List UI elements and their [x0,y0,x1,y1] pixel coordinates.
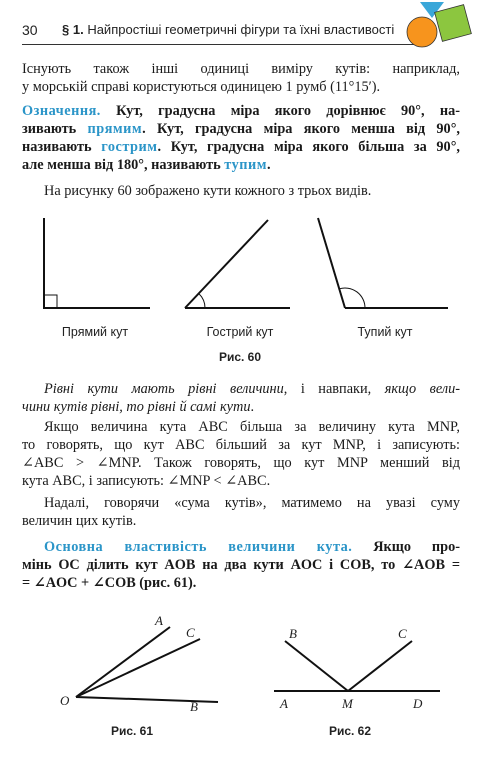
point-label: C [186,625,195,640]
acute-angle-drawing [185,220,290,308]
text-line: Надалі, говорячи «сума кутів», матимемо на увазі суму [44,495,460,511]
term-obtuse: тупим [224,157,267,173]
text-fragment: називають [22,139,92,155]
figure-62-caption: Рис. 62 [328,724,372,738]
text-line: Кут, градусна міра якого дорівнює 90°, на- [116,103,460,119]
paragraph-units [22,60,460,96]
term-right: прямим [87,121,143,137]
point-label: B [289,626,297,641]
point-label: A [155,613,163,628]
text-fragment: якщо вели- [384,381,460,397]
point-label: D [413,696,423,711]
header-decoration-icon [398,0,480,54]
text-line: мінь OC ділить кут AOB на два кути AOC і COB, то ∠AOB = [22,557,460,573]
text-fragment: зивають [22,121,77,137]
text-fragment: . [266,157,271,173]
acute-angle-label: Гострий кут [206,325,274,339]
right-angle-label: Прямий кут [61,325,129,339]
text-line: На рисунку 60 зображено кути кожного з трьох видів. [44,183,372,199]
term-acute: гострим [101,139,158,155]
point-label: C [398,626,407,641]
figure-61-caption: Рис. 61 [110,724,154,738]
section-title: Найпростіші геометричні фігури та їхні властивості [87,22,395,37]
text-fragment: Рівні кути мають рівні величини [44,381,284,397]
text-fragment: Якщо про- [373,539,460,555]
point-label: A [280,696,288,711]
text-line: Якщо величина кута ABC більша за величину кута MNP, [44,419,460,435]
section-number: § 1. [62,22,84,37]
obtuse-angle-drawing [318,218,448,308]
text-fragment: . Кут, градусна міра якого менша від 90°, [142,121,460,137]
point-label: O [60,693,70,708]
text-line: величин цих кутів. [22,513,137,529]
text-line: Існують також інші одиниці виміру кутів: наприклад, [22,61,460,77]
definition-term: Означення. [22,103,101,119]
header-rule [22,44,422,45]
text-fragment: але менша від 180°, називають [22,157,221,173]
figure-61 [60,613,218,738]
definition-block [22,102,460,174]
running-title [62,22,394,37]
text-fragment: . [250,399,255,415]
paragraph-sum [22,494,460,530]
property-block [22,538,460,592]
text-line: у морській справі користуються одиницею 1 румб (11°15′). [22,79,381,95]
page-header [0,0,480,50]
text-line: кута ABC, і записують: ∠MNP < ∠ABC. [22,473,271,489]
text-line: ∠ABC > ∠MNP. Також говорять, що кут MNP менший від [22,455,460,471]
figure-62 [274,626,440,738]
right-angle-drawing [43,218,150,308]
text-fragment: чини кутів рівні, то рівні й самі кути [22,399,251,415]
property-term: Основна властивість величини кута. [44,539,353,555]
text-fragment: . Кут, градусна міра якого більша за 90°, [157,139,460,155]
text-line: = ∠AOC + ∠COB (рис. 61). [22,575,197,591]
paragraph-comparison [22,418,460,490]
figure-60-caption: Рис. 60 [218,350,262,364]
paragraph-fig60-intro [22,182,460,200]
obtuse-angle-label: Тупий кут [357,325,413,339]
figures-61-62 [0,605,480,760]
point-label: B [190,699,198,714]
paragraph-equal-angles [22,380,460,416]
text-line: то говорять, що кут ABC більший за кут MNP, і записують: [22,437,460,453]
point-label: M [342,696,353,711]
text-fragment: , і навпаки, [283,381,372,397]
page-number: 30 [22,22,38,38]
figure-60 [0,210,480,370]
